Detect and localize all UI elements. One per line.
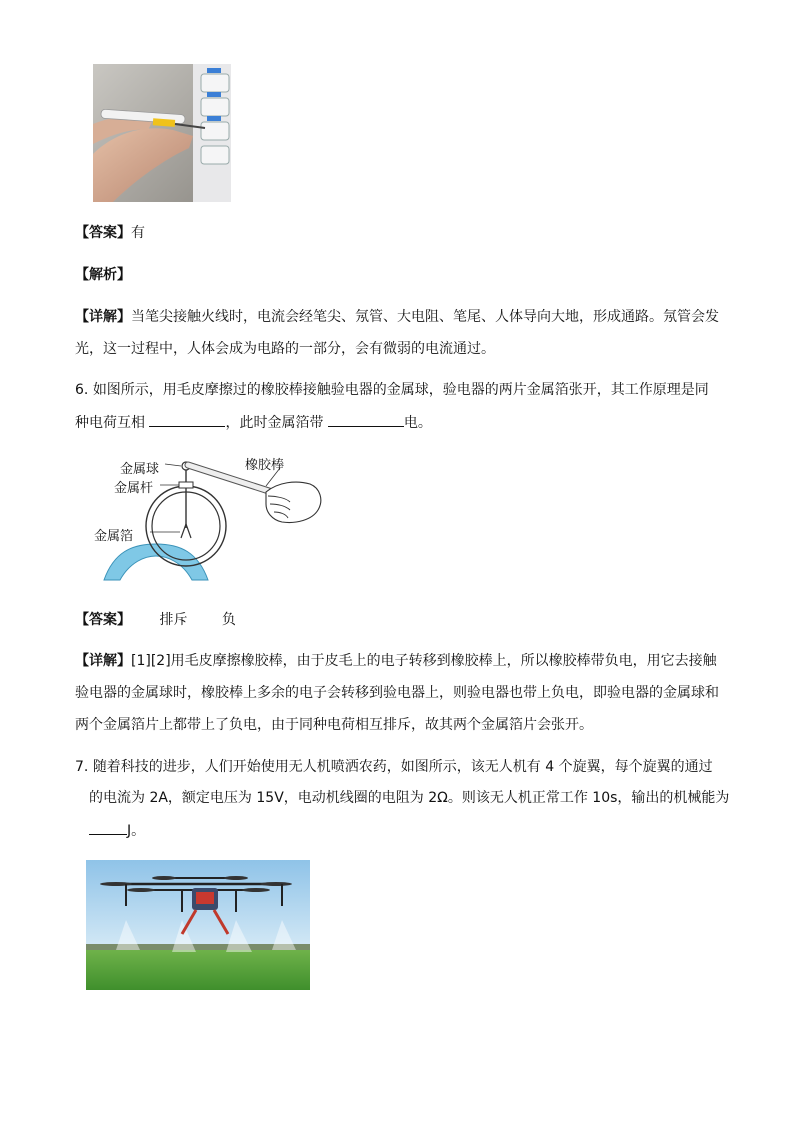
answer-blank-2[interactable] [328, 412, 404, 427]
label-rubber-rod: 橡胶棒 [245, 458, 285, 473]
q7-stem-line1: 7. 随着科技的进步，人们开始使用无人机喷洒农药，如图所示，该无人机有 4 个旋翼，每个旋翼的通过 [75, 759, 713, 775]
q6-answer [75, 610, 236, 630]
q7-stem-line3: J。 [89, 820, 145, 841]
label-metal-ball: 金属球 [120, 462, 160, 477]
q7-stem-line2: 的电流为 2A，额定电压为 15V，电动机线圈的电阻为 2Ω。则该无人机正常工作 10s，输出的机械能为 [89, 790, 730, 806]
question-number: 7. [75, 759, 89, 775]
q6-detail-line3: 两个金属箔片上都带上了负电，由于同种电荷相互排斥，故其两个金属箔片会张开。 [75, 717, 593, 733]
detail-label: 【详解】 [75, 309, 131, 325]
answer-label: 【答案】 [75, 225, 131, 241]
detail-label: 【详解】 [75, 653, 131, 669]
answer-label: 【答案】 [75, 612, 131, 628]
q6-stem-line2: 种电荷互相 ，此时金属箔带 电。 [75, 412, 432, 433]
analysis-label: 解析 [89, 267, 117, 283]
answer-blank[interactable] [89, 820, 127, 835]
q5-answer [75, 223, 145, 243]
q6-stem-line1: 6. 如图所示，用毛皮摩擦过的橡胶棒接触验电器的金属球，验电器的两片金属箔张开，其工作原理是同 [75, 382, 709, 398]
answer-1: 排斥 [159, 612, 188, 628]
question-number: 6. [75, 382, 89, 398]
answer-blank-1[interactable] [149, 412, 225, 427]
q5-analysis-heading: 【解析】 [75, 267, 131, 283]
label-metal-rod: 金属杆 [114, 481, 154, 496]
q6-detail-line1: 【详解】[1][2]用毛皮摩擦橡胶棒，由于皮毛上的电子转移到橡胶棒上，所以橡胶棒带负电，用它去接触 [75, 653, 717, 669]
test-pen-photo [93, 64, 231, 202]
q6-detail-line2: 验电器的金属球时，橡胶棒上多余的电子会转移到验电器上，则验电器也带上负电，即验电器的金属球和 [75, 685, 719, 701]
label-metal-foil: 金属箔 [94, 529, 134, 544]
q5-detail-line2: 光，这一过程中，人体会成为电路的一部分，会有微弱的电流通过。 [75, 341, 495, 357]
drone-photo [86, 860, 310, 990]
answer-value: 有 [131, 225, 145, 241]
q5-detail-line1: 【详解】当笔尖接触火线时，电流会经笔尖、氖管、大电阻、笔尾、人体导向大地，形成通路。氖管会发 [75, 309, 719, 325]
answer-2: 负 [221, 612, 236, 628]
